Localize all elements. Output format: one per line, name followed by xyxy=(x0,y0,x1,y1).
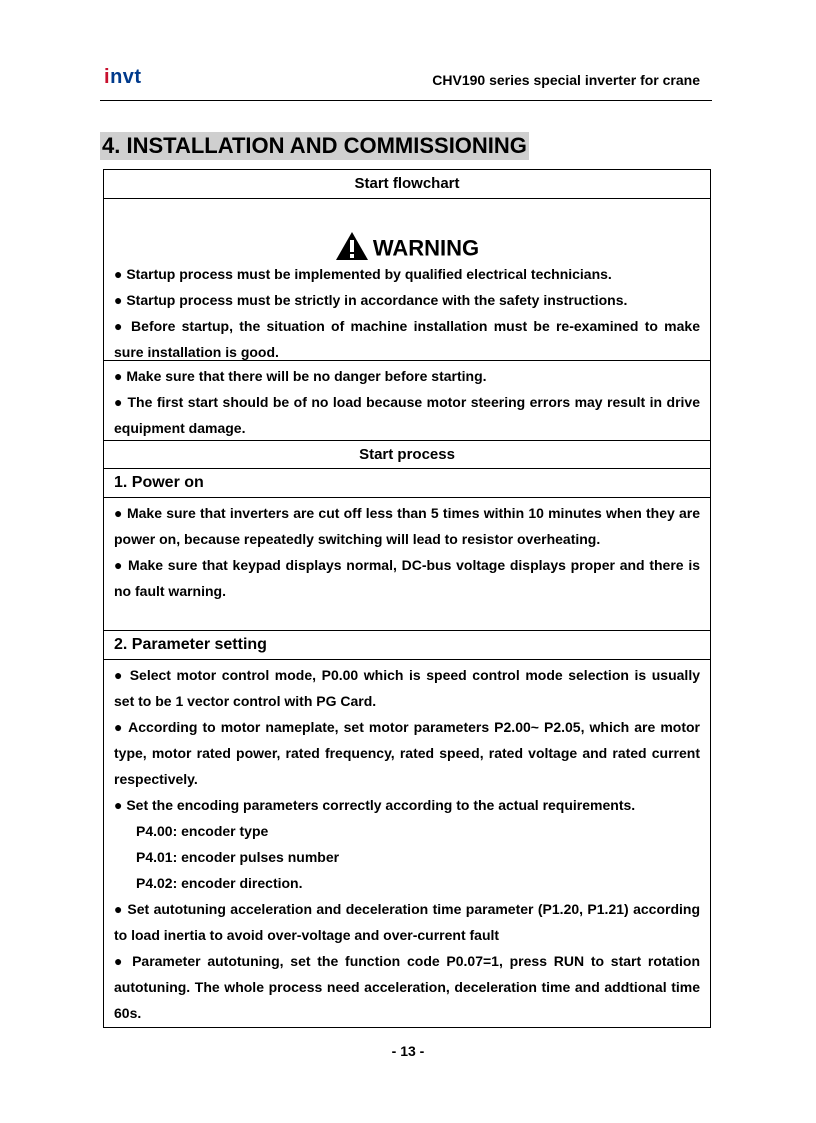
document-title: CHV190 series special inverter for crane xyxy=(432,72,700,88)
step2-item: ● Select motor control mode, P0.00 which is speed control mode selection is usually set to be 1 vector control with PG Card. xyxy=(114,667,700,709)
page-number: - 13 - xyxy=(391,1043,425,1059)
warning-item: ● Startup process must be strictly in accordance with the safety instructions. xyxy=(114,292,628,308)
section-heading: 4. INSTALLATION AND COMMISSIONING xyxy=(102,133,527,158)
start-process-row xyxy=(104,441,710,469)
step2-body xyxy=(104,660,710,1027)
step2-item: ● Set the encoding parameters correctly according to the actual requirements. xyxy=(114,797,636,813)
warning-header xyxy=(104,231,710,261)
header-divider xyxy=(100,100,712,101)
note-item: ● The first start should be of no load because motor steering errors may result in drive equipment damage. xyxy=(114,394,700,436)
notes-section xyxy=(104,361,710,441)
table-title: Start flowchart xyxy=(354,175,460,192)
invt-logo xyxy=(104,66,142,89)
step1-item: ● Make sure that inverters are cut off less than 5 times within 10 minutes when they are power on, because repeatedly switching will lead to resistor overheating. xyxy=(114,505,700,547)
step2-title-row xyxy=(104,631,710,660)
encoder-param: P4.02: encoder direction. xyxy=(136,875,303,891)
step1-body xyxy=(104,498,710,631)
warning-item: ● Startup process must be implemented by qualified electrical technicians. xyxy=(114,266,612,282)
step2-title: 2. Parameter setting xyxy=(114,636,267,653)
table-title-row xyxy=(104,170,710,199)
encoder-param: P4.00: encoder type xyxy=(136,823,269,839)
warning-item: ● Before startup, the situation of machine installation must be re-examined to make sure installation is good. xyxy=(114,318,700,360)
step1-title-row xyxy=(104,469,710,498)
step2-item: ● According to motor nameplate, set motor parameters P2.00~ P2.05, which are motor type, motor rated power, rated frequency, rated speed, rated voltage and rated current respectively. xyxy=(114,719,700,787)
step1-item: ● Make sure that keypad displays normal, DC-bus voltage displays proper and there is no fault warning. xyxy=(114,557,700,599)
step2-item: ● Set autotuning acceleration and deceleration time parameter (P1.20, P1.21) according to load inertia to avoid over-voltage and over-current fault xyxy=(114,901,700,943)
warning-section xyxy=(104,199,710,361)
start-process-title: Start process xyxy=(359,446,455,463)
note-item: ● Make sure that there will be no danger before starting. xyxy=(114,368,487,384)
encoder-param: P4.01: encoder pulses number xyxy=(136,849,340,865)
logo-letters-nvt: nvt xyxy=(110,66,142,88)
start-flowchart-table xyxy=(103,169,711,1028)
step2-item: ● Parameter autotuning, set the function code P0.07=1, press RUN to start rotation autotuning. The whole process need acceleration, deceleration time and addtional time 60s. xyxy=(114,953,700,1021)
step1-title: 1. Power on xyxy=(114,474,204,491)
logo-letter-i: i xyxy=(104,66,111,88)
warning-label: WARNING xyxy=(372,235,480,261)
